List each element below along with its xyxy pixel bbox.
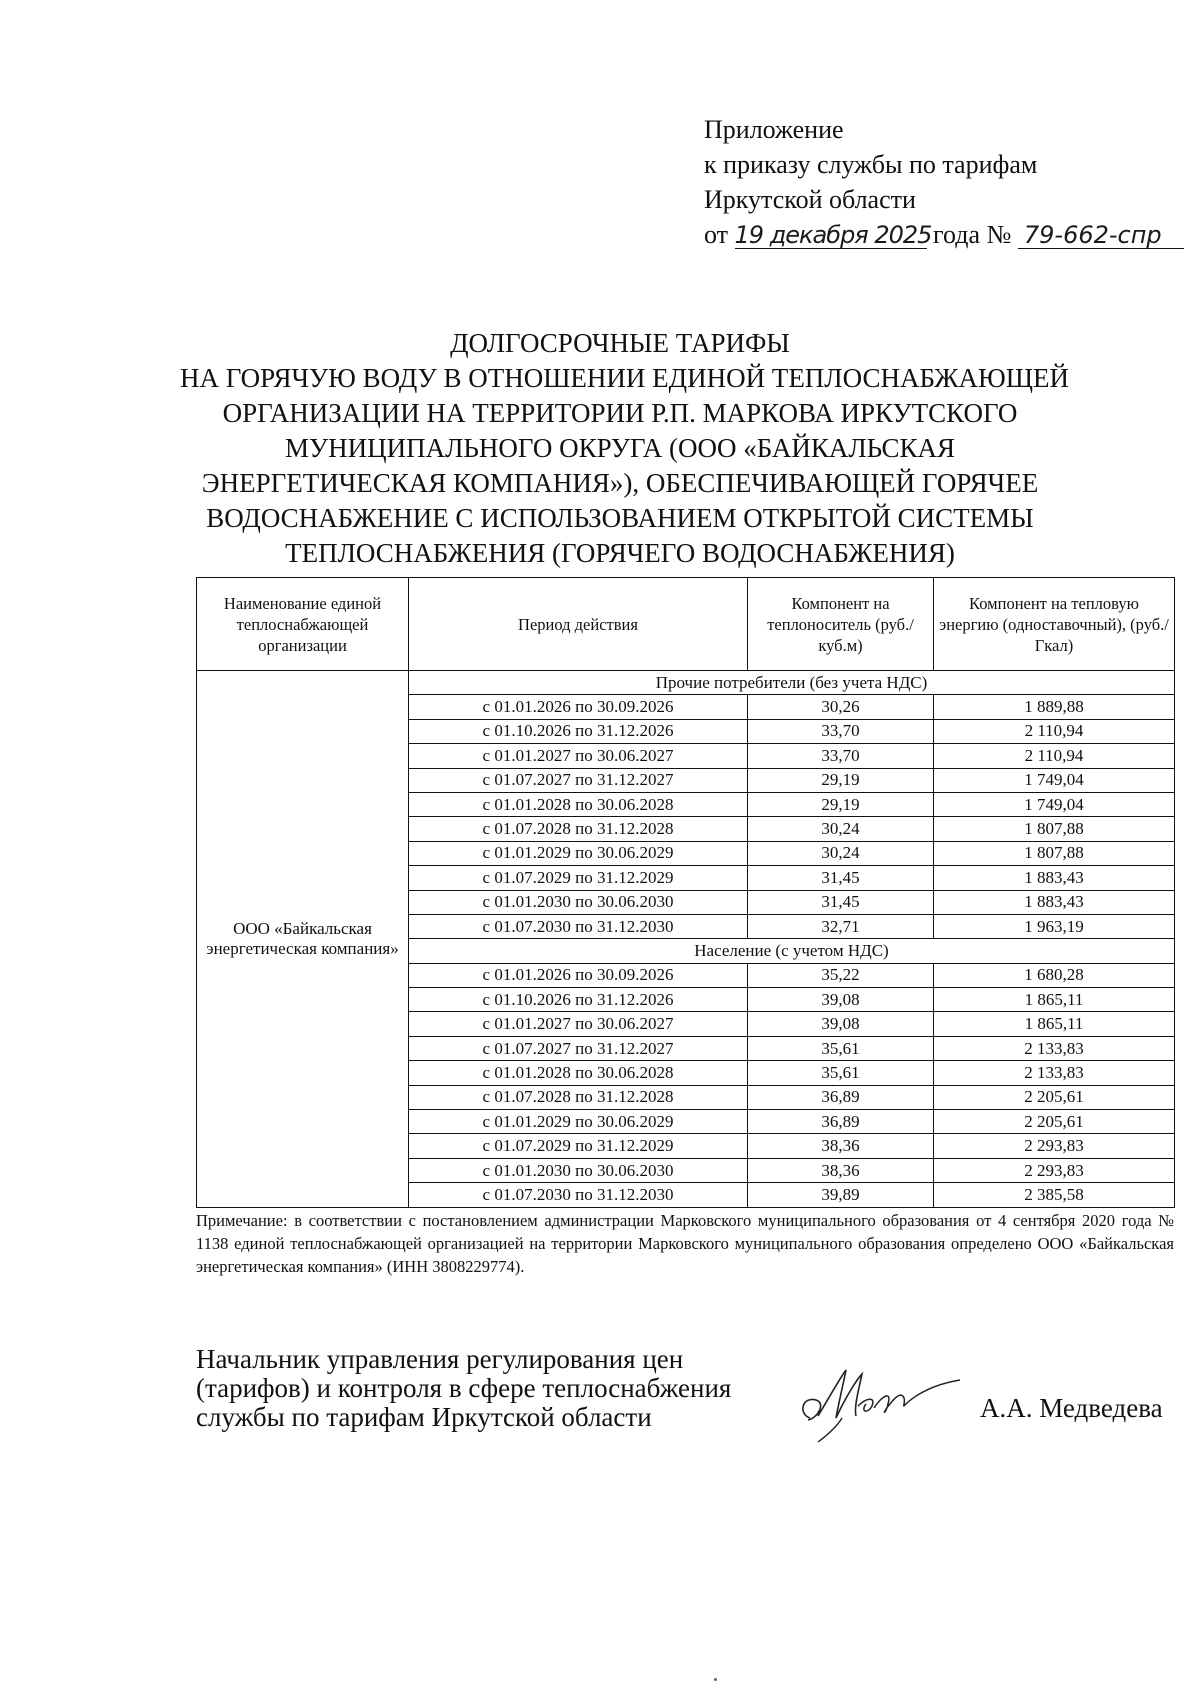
title-line: ДОЛГОСРОЧНЫЕ ТАРИФЫ xyxy=(450,328,790,358)
carrier-cell: 30,24 xyxy=(748,841,934,865)
period-cell: с 01.01.2028 по 30.06.2028 xyxy=(409,792,748,816)
period-cell: с 01.01.2027 по 30.06.2027 xyxy=(409,1012,748,1036)
carrier-cell: 29,19 xyxy=(748,792,934,816)
tariff-table xyxy=(196,577,1175,1208)
carrier-cell: 35,61 xyxy=(748,1036,934,1060)
header-org: Наименование единой теплоснабжающей организации xyxy=(197,578,409,671)
energy-cell: 2 293,83 xyxy=(934,1134,1175,1158)
carrier-cell: 30,26 xyxy=(748,695,934,719)
energy-cell: 1 749,04 xyxy=(934,768,1175,792)
document-title xyxy=(180,326,1069,571)
period-cell: с 01.01.2029 по 30.06.2029 xyxy=(409,1110,748,1134)
carrier-cell: 38,36 xyxy=(748,1158,934,1182)
scan-dot xyxy=(714,1678,717,1681)
energy-cell: 2 205,61 xyxy=(934,1110,1175,1134)
year-word: года № xyxy=(933,220,1012,249)
energy-cell: 2 293,83 xyxy=(934,1158,1175,1182)
title-line: ОРГАНИЗАЦИИ НА ТЕРРИТОРИИ Р.П. МАРКОВА ИРКУТСКОГО xyxy=(222,398,1018,428)
period-cell: с 01.10.2026 по 31.12.2026 xyxy=(409,719,748,743)
carrier-cell: 36,89 xyxy=(748,1085,934,1109)
period-cell: с 01.01.2029 по 30.06.2029 xyxy=(409,841,748,865)
title-line: НА ГОРЯЧУЮ ВОДУ В ОТНОШЕНИИ ЕДИНОЙ ТЕПЛОСНАБЖАЮЩЕЙ xyxy=(180,363,1069,393)
period-cell: с 01.07.2030 по 31.12.2030 xyxy=(409,914,748,938)
carrier-cell: 30,24 xyxy=(748,817,934,841)
appendix-line-1: Приложение xyxy=(704,115,844,144)
period-cell: с 01.01.2027 по 30.06.2027 xyxy=(409,744,748,768)
period-cell: с 01.10.2026 по 31.12.2026 xyxy=(409,988,748,1012)
signer-name: А.А. Медведева xyxy=(980,1393,1163,1423)
energy-cell: 1 883,43 xyxy=(934,890,1175,914)
carrier-cell: 38,36 xyxy=(748,1134,934,1158)
period-cell: с 01.07.2028 по 31.12.2028 xyxy=(409,1085,748,1109)
energy-cell: 2 133,83 xyxy=(934,1061,1175,1085)
energy-cell: 2 205,61 xyxy=(934,1085,1175,1109)
carrier-cell: 31,45 xyxy=(748,866,934,890)
energy-cell: 1 807,88 xyxy=(934,841,1175,865)
energy-cell: 1 883,43 xyxy=(934,866,1175,890)
carrier-cell: 39,89 xyxy=(748,1183,934,1207)
carrier-cell: 32,71 xyxy=(748,914,934,938)
note-paragraph: Примечание: в соответствии с постановлением администрации Марковского муниципального образования от 4 сентября 2020 года № 1138 единой теплоснабжающей организацией на территории Марковского муниципального образования определено ООО «Байкальская энергетическая компания» (ИНН 3808229774). xyxy=(196,1211,1174,1276)
handwritten-date: 19 декабря 2025 xyxy=(734,221,932,249)
position-line: Начальник управления регулирования цен xyxy=(196,1344,684,1374)
period-cell: с 01.07.2028 по 31.12.2028 xyxy=(409,817,748,841)
header-energy: Компонент на тепловую энергию (одноставочный), (руб./Гкал) xyxy=(934,578,1175,671)
carrier-cell: 33,70 xyxy=(748,719,934,743)
energy-cell: 1 889,88 xyxy=(934,695,1175,719)
handwritten-signature xyxy=(796,1356,966,1446)
period-cell: с 01.07.2027 по 31.12.2027 xyxy=(409,1036,748,1060)
position-line: (тарифов) и контроля в сфере теплоснабжения xyxy=(196,1373,732,1403)
period-cell: с 01.01.2028 по 30.06.2028 xyxy=(409,1061,748,1085)
period-cell: с 01.01.2030 по 30.06.2030 xyxy=(409,1158,748,1182)
header-period: Период действия xyxy=(409,578,748,671)
carrier-cell: 35,61 xyxy=(748,1061,934,1085)
appendix-line-3: Иркутской области xyxy=(704,185,916,214)
period-cell: с 01.01.2030 по 30.06.2030 xyxy=(409,890,748,914)
energy-cell: 2 385,58 xyxy=(934,1183,1175,1207)
period-cell: с 01.07.2027 по 31.12.2027 xyxy=(409,768,748,792)
energy-cell: 1 963,19 xyxy=(934,914,1175,938)
energy-cell: 2 110,94 xyxy=(934,719,1175,743)
appendix-block xyxy=(704,112,1184,252)
period-cell: с 01.07.2030 по 31.12.2030 xyxy=(409,1183,748,1207)
title-line: МУНИЦИПАЛЬНОГО ОКРУГА (ООО «БАЙКАЛЬСКАЯ xyxy=(284,433,956,463)
title-line: ТЕПЛОСНАБЖЕНИЯ (ГОРЯЧЕГО ВОДОСНАБЖЕНИЯ) xyxy=(285,538,955,568)
tariff-body xyxy=(197,671,1175,1208)
energy-cell: 1 680,28 xyxy=(934,963,1175,987)
table-header-row xyxy=(197,578,1175,671)
carrier-cell: 35,22 xyxy=(748,963,934,987)
carrier-cell: 39,08 xyxy=(748,1012,934,1036)
date-prefix: от xyxy=(704,220,729,249)
handwritten-order-number: 79-662-спр xyxy=(1018,222,1184,249)
carrier-cell: 36,89 xyxy=(748,1110,934,1134)
group-title: Прочие потребители (без учета НДС) xyxy=(409,671,1175,695)
energy-cell: 1 865,11 xyxy=(934,988,1175,1012)
energy-cell: 1 749,04 xyxy=(934,792,1175,816)
carrier-cell: 31,45 xyxy=(748,890,934,914)
period-cell: с 01.07.2029 по 31.12.2029 xyxy=(409,1134,748,1158)
appendix-date-line xyxy=(704,217,1184,252)
header-carrier: Компонент на теплоноситель (руб./куб.м) xyxy=(748,578,934,671)
signature-position xyxy=(196,1345,776,1432)
energy-cell: 1 865,11 xyxy=(934,1012,1175,1036)
period-cell: с 01.01.2026 по 30.09.2026 xyxy=(409,695,748,719)
carrier-cell: 33,70 xyxy=(748,744,934,768)
appendix-line-2: к приказу службы по тарифам xyxy=(704,150,1038,179)
organization-cell: ООО «Байкальская энергетическая компания» xyxy=(197,671,409,1208)
position-line: службы по тарифам Иркутской области xyxy=(196,1402,652,1432)
period-cell: с 01.01.2026 по 30.09.2026 xyxy=(409,963,748,987)
carrier-cell: 39,08 xyxy=(748,988,934,1012)
energy-cell: 2 110,94 xyxy=(934,744,1175,768)
title-line: ЭНЕРГЕТИЧЕСКАЯ КОМПАНИЯ»), ОБЕСПЕЧИВАЮЩЕЙ ГОРЯЧЕЕ xyxy=(201,468,1039,498)
group-title: Население (с учетом НДС) xyxy=(409,939,1175,963)
title-line: ВОДОСНАБЖЕНИЕ С ИСПОЛЬЗОВАНИЕМ ОТКРЫТОЙ СИСТЕМЫ xyxy=(206,503,1034,533)
period-cell: с 01.07.2029 по 31.12.2029 xyxy=(409,866,748,890)
carrier-cell: 29,19 xyxy=(748,768,934,792)
energy-cell: 2 133,83 xyxy=(934,1036,1175,1060)
group-header-row xyxy=(197,671,1175,695)
energy-cell: 1 807,88 xyxy=(934,817,1175,841)
